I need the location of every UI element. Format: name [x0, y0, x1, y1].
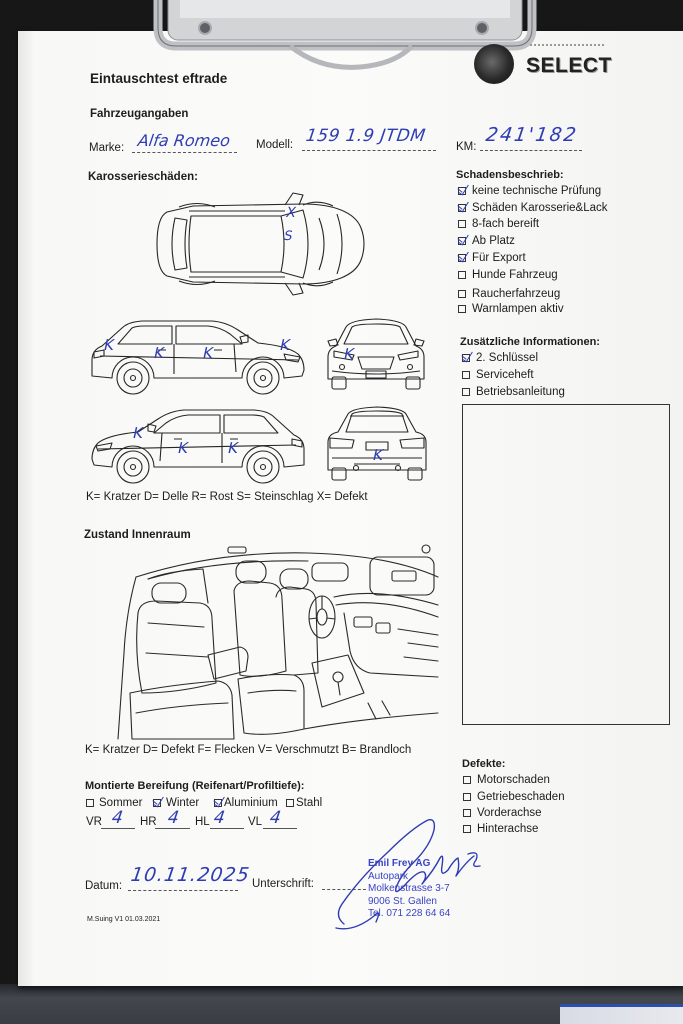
checkbox-label: Für Export [472, 252, 526, 264]
notes-box [462, 404, 670, 725]
tires-title: Montierte Bereifung (Reifenart/Profiltiefe): [85, 780, 305, 792]
checkbox [458, 271, 466, 279]
checkbox-label: Ab Platz [472, 235, 515, 247]
vehicle-section-title: Fahrzeugangaben [90, 108, 189, 120]
body-damage-title: Karosserieschäden: [88, 171, 198, 183]
checkbox [214, 799, 222, 807]
checkbox [153, 799, 161, 807]
interior-title: Zustand Innenraum [84, 529, 191, 541]
tire-depth-value: 4 [212, 808, 227, 828]
checkbox-label: 2. Schlüssel [476, 352, 539, 364]
checkbox [286, 799, 294, 807]
checkbox [458, 187, 466, 195]
checkbox [86, 799, 94, 807]
checkbox [462, 388, 470, 396]
damage-mark: K [176, 439, 190, 457]
form-version: M.Suing V1 01.03.2021 [87, 916, 161, 923]
tire-depth-label: VL [248, 816, 263, 828]
body-damage-legend: K= Kratzer D= Delle R= Rost S= Steinschlag X= Defekt [86, 491, 368, 503]
car-top-view-diagram [153, 190, 368, 298]
tire-depth-label: HL [195, 816, 210, 828]
damage-mark: K [152, 344, 166, 362]
checkbox-label: Serviceheft [476, 369, 534, 381]
checkbox-label: Getriebeschaden [477, 791, 565, 803]
car-rear-view-diagram [320, 402, 435, 484]
checkbox-label: Schäden Karosserie&Lack [472, 202, 608, 214]
checkbox [462, 371, 470, 379]
checkbox-label: Hinterachse [477, 823, 539, 835]
handwritten-signature [330, 812, 490, 932]
checkbox-label: Vorderachse [477, 807, 542, 819]
model-value: 159 1.9 JTDM [304, 126, 427, 146]
checkbox-label: keine technische Prüfung [472, 185, 602, 197]
car-left-side-diagram [88, 316, 308, 398]
make-value: Alfa Romeo [136, 131, 232, 150]
make-fill-line [132, 152, 237, 153]
tire-depth-line [263, 828, 297, 829]
checkbox-label: Aluminium [224, 797, 278, 809]
date-fill-line [128, 890, 238, 891]
tire-depth-value: 4 [166, 808, 181, 828]
interior-legend: K= Kratzer D= Defekt F= Flecken V= Verschmutzt B= Brandloch [85, 744, 412, 756]
damage-mark: K [278, 336, 292, 354]
tire-depth-value: 4 [268, 808, 283, 828]
tire-depth-line [155, 828, 190, 829]
checkbox-label: 8-fach bereift [472, 218, 540, 230]
damage-mark: K [371, 446, 385, 464]
checkbox-label: Raucherfahrzeug [472, 288, 561, 300]
checkbox [458, 254, 466, 262]
make-label: Marke: [89, 142, 125, 154]
damage-mark: K [342, 345, 356, 363]
signature-label: Unterschrift: [252, 878, 314, 890]
logo-subtitle-bar [530, 44, 604, 50]
checkbox-label: Winter [166, 797, 200, 809]
damage-mark: K [102, 336, 116, 354]
checkbox-label: Motorschaden [477, 774, 550, 786]
checkbox-label: Stahl [296, 797, 323, 809]
damage-mark: K [226, 439, 240, 457]
brand-logo: SELECT [526, 54, 612, 77]
checkbox-label: Warnlampen aktiv [472, 303, 564, 315]
checkbox [462, 354, 470, 362]
additional-info-title: Zusätzliche Informationen: [460, 336, 600, 348]
stamp-line: Tel. 071 228 64 64 [368, 908, 451, 919]
date-value: 10.11.2025 [129, 864, 252, 886]
checkbox-label: Sommer [99, 797, 143, 809]
damage-mark: K [131, 424, 145, 442]
car-front-view-diagram [320, 313, 432, 393]
damage-mark: S [282, 229, 294, 244]
tire-depth-value: 4 [110, 808, 125, 828]
checkbox-label: Betriebsanleitung [476, 386, 565, 398]
stamp-line: Autopark [368, 871, 409, 882]
tire-depth-line [101, 828, 135, 829]
car-interior-diagram [108, 543, 443, 743]
checkbox [458, 305, 466, 313]
form-title: Eintauschtest eftrade [90, 71, 228, 86]
tire-depth-label: VR [86, 816, 102, 828]
model-label: Modell: [256, 139, 294, 151]
km-label: KM: [456, 141, 477, 153]
date-label: Datum: [85, 880, 123, 892]
defects-title: Defekte: [462, 758, 506, 770]
car-right-side-diagram [88, 405, 308, 487]
stamp-line: 9006 St. Gallen [368, 896, 437, 907]
damage-description-title: Schadensbeschrieb: [456, 169, 564, 181]
checkbox [458, 220, 466, 228]
checkbox [458, 237, 466, 245]
checkbox-label: Hunde Fahrzeug [472, 269, 558, 281]
logo-emblem [474, 44, 514, 84]
model-fill-line [302, 150, 436, 151]
checkbox [463, 793, 471, 801]
damage-mark: K [201, 344, 215, 362]
checkbox [463, 776, 471, 784]
stamp-line: Molkenstrasse 3-7 [368, 883, 450, 894]
damage-mark: X [284, 205, 298, 221]
tire-depth-label: HR [140, 816, 157, 828]
stamp-line: Emil Frey AG [368, 858, 431, 869]
km-value: 241'182 [484, 124, 580, 146]
tire-depth-line [210, 828, 244, 829]
checkbox [458, 290, 466, 298]
km-fill-line [480, 150, 582, 151]
clipboard-corner-strip [560, 1004, 683, 1024]
checkbox [458, 204, 466, 212]
